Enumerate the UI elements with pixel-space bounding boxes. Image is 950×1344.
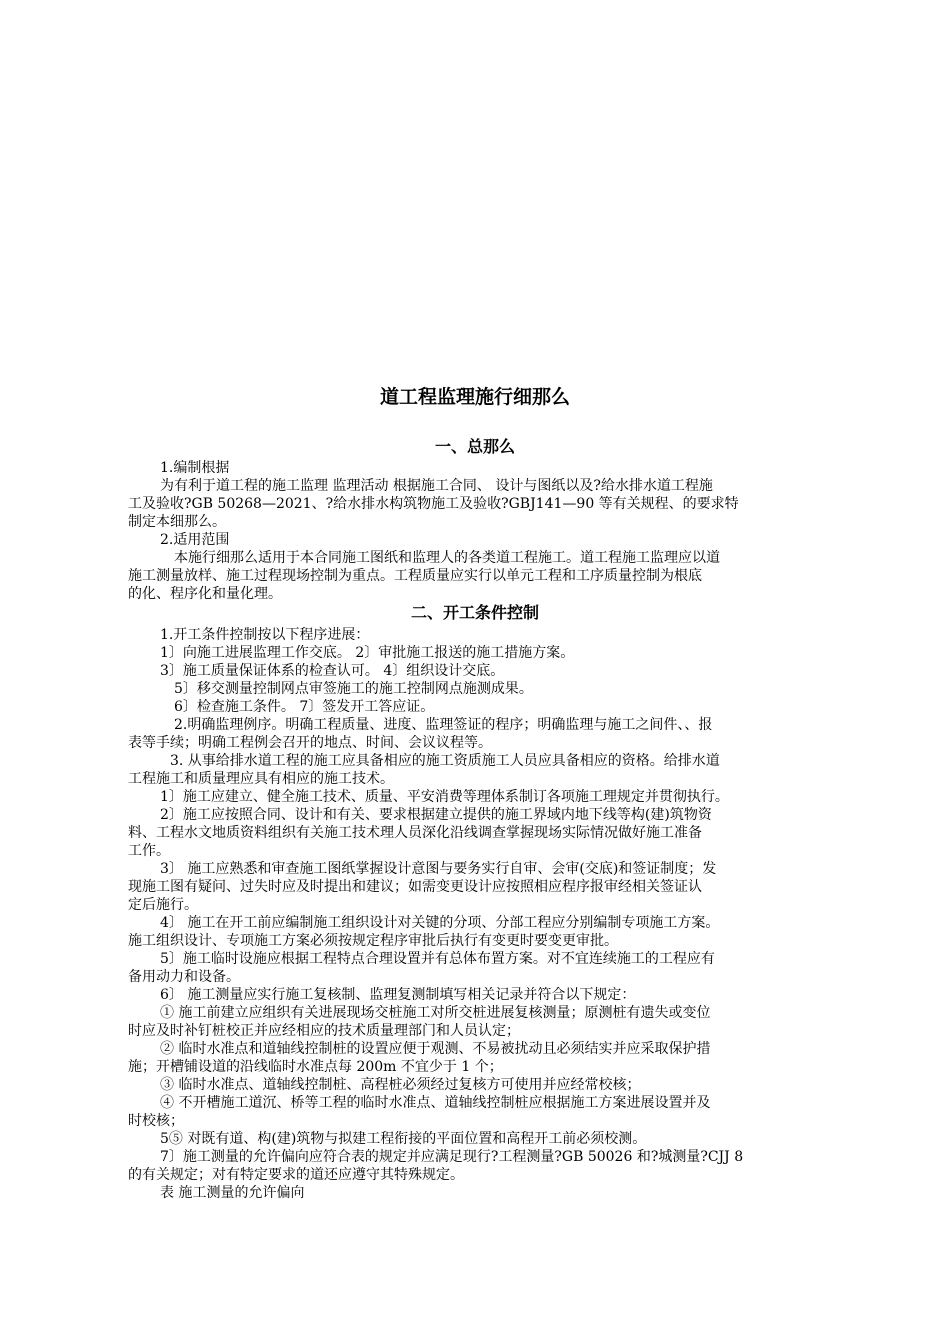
line-8: 的化、程序化和量化理。	[128, 586, 282, 602]
line-16: 3. 从事给排水道工程的施工应具备相应的施工资质施工人员应具备相应的资格。给排水道	[170, 753, 720, 769]
line-1: 1.编制根据	[160, 460, 230, 476]
line-38: 7〕施工测量的允许偏向应符合表的规定并应满足现行?工程测量?GB 50026 和?城测量?CJJ 8	[160, 1149, 744, 1165]
line-30: ① 施工前建立应组织有关进展现场交桩施工对所交桩进展复核测量；原测桩有遗失或变位	[160, 1005, 711, 1021]
line-21: 工作。	[128, 843, 170, 859]
line-2: 为有利于道工程的施工监理 监理活动 根据施工合同、 设计与图纸以及?给水排水道工程施	[160, 478, 713, 494]
line-6: 本施行细那么适用于本合同施工图纸和监理人的各类道工程施工。道工程施工监理应以道	[174, 550, 720, 566]
line-13: 6〕检查施工条件。 7〕签发开工答应证。	[174, 699, 435, 715]
line-11: 3〕施工质量保证体系的检查认可。 4〕组织设计交底。	[160, 663, 505, 679]
section-start-conditions-body	[128, 626, 828, 1202]
line-26: 施工组织设计、专项施工方案必须按规定程序审批后执行有变更时要变更审批。	[128, 933, 618, 949]
line-9: 1.开工条件控制按以下程序进展：	[160, 627, 370, 643]
line-34: ③ 临时水准点、道轴线控制桩、高程桩必须经过复核方可使用并应经常校核；	[160, 1077, 641, 1093]
line-40: 表 施工测量的允许偏向	[160, 1185, 305, 1201]
line-12: 5〕移交测量控制网点审签施工的施工控制网点施测成果。	[174, 681, 533, 697]
line-17: 工程施工和质量理应具有相应的施工技术。	[128, 771, 394, 787]
line-27: 5〕施工临时设施应根据工程特点合理设置并有总体布置方案。对不宜连续施工的工程应有	[160, 951, 715, 967]
line-36: 时校核；	[128, 1113, 184, 1129]
section-general-body	[128, 459, 828, 603]
line-25: 4〕 施工在开工前应编制施工组织设计对关键的分项、分部工程应分别编制专项施工方案。	[160, 915, 720, 931]
line-29: 6〕 施工测量应实行施工复核制、监理复测制填写相关记录并符合以下规定：	[160, 987, 636, 1003]
line-33: 施；开槽铺设道的沿线临时水准点每 200m 不宜少于 1 个；	[128, 1059, 503, 1075]
section-heading-general: 一、总那么	[434, 437, 515, 456]
line-24: 定后施行。	[128, 897, 198, 913]
line-10: 1〕向施工进展监理工作交底。 2〕审批施工报送的施工措施方案。	[160, 645, 575, 661]
line-35: ④ 不开槽施工道沉、桥等工程的临时水准点、道轴线控制桩应根据施工方案进展设置并及	[160, 1095, 711, 1111]
line-7: 施工测量放样、施工过程现场控制为重点。工程质量应实行以单元工程和工序质量控制为根底	[128, 568, 702, 584]
line-23: 现施工图有疑问、过失时应及时提出和建议；如需变更设计应按照相应程序报审经相关签证认	[128, 879, 702, 895]
line-22: 3〕 施工应熟悉和审查施工图纸掌握设计意图与要务实行自审、会审(交底)和签证制度；发	[160, 861, 717, 877]
line-32: ② 临时水准点和道轴线控制桩的设置应便于观测、不易被扰动且必须结实并应采取保护措	[160, 1041, 711, 1057]
line-5: 2.适用范围	[160, 532, 230, 548]
line-39: 的有关规定；对有特定要求的道还应遵守其特殊规定。	[128, 1167, 464, 1183]
line-19: 2〕施工应按照合同、设计和有关、要求根据建立提供的施工界域内地下线等构(建)筑物资	[160, 807, 712, 823]
line-20: 料、工程水文地质资料组织有关施工技术理人员深化沿线调查掌握现场实际情况做好施工准备	[128, 825, 702, 841]
line-4: 制定本细那么。	[128, 514, 226, 530]
line-28: 备用动力和设备。	[128, 969, 240, 985]
section-heading-start-conditions: 二、开工条件控制	[410, 603, 539, 622]
document-title: 道工程监理施行细那么	[379, 386, 570, 408]
line-37: 5⑤ 对既有道、构(建)筑物与拟建工程衔接的平面位置和高程开工前必须校测。	[160, 1131, 647, 1147]
line-15: 表等手续；明确工程例会召开的地点、时间、会议议程等。	[128, 735, 492, 751]
line-18: 1〕施工应建立、健全施工技术、质量、平安消费等理体系制订各项施工理规定并贯彻执行。	[160, 789, 729, 805]
line-31: 时应及时补钉桩校正并应经相应的技术质量理部门和人员认定；	[128, 1023, 520, 1039]
line-14: 2.明确监理例序。明确工程质量、进度、监理签证的程序；明确监理与施工之间件、、报	[174, 717, 713, 733]
line-3: 工及验收?GB 50268—2021、?给水排水构筑物施工及验收?GBJ141—90 等有关规程、的要求特	[128, 496, 739, 512]
